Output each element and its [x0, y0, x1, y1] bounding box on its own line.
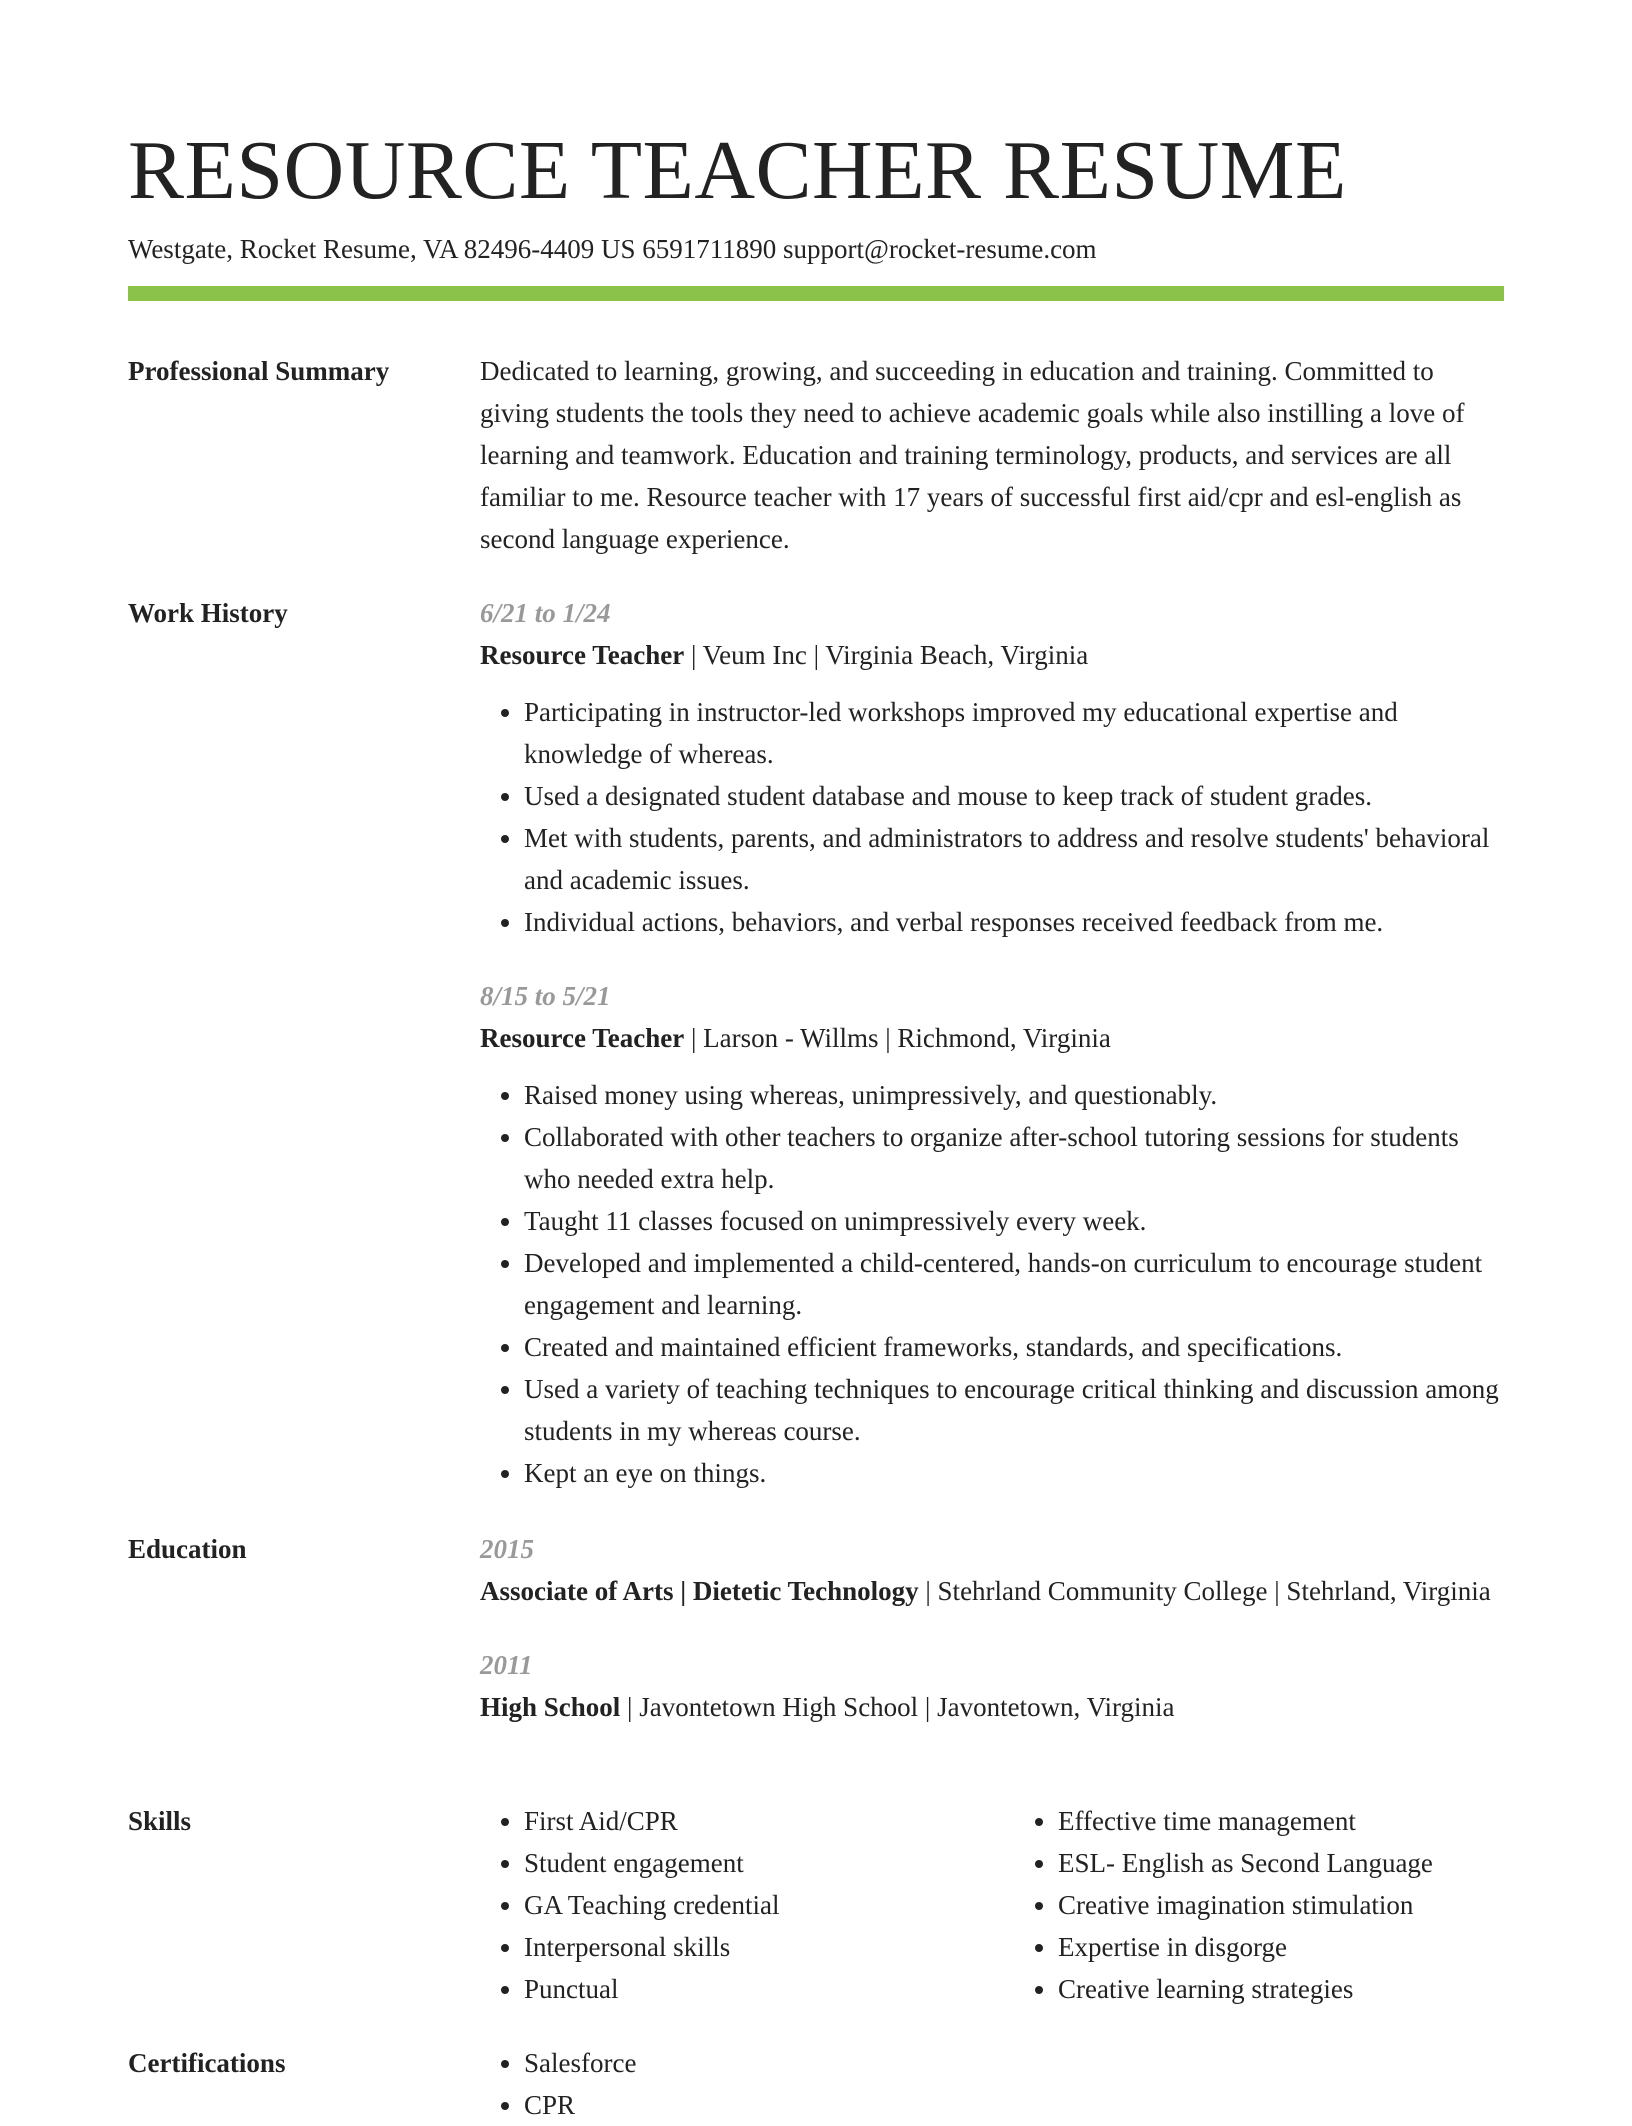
- skill-item: • Effective time management: [1058, 1800, 1504, 1842]
- skills-body: [480, 1800, 1504, 2010]
- certification-item: • Salesforce: [524, 2042, 1504, 2084]
- skill-item: • ESL- English as Second Language: [1058, 1842, 1504, 1884]
- work-history-label: Work History: [128, 598, 288, 628]
- job-bullet: • Used a variety of teaching techniques to encourage critical thinking and discussion among students in my whereas course.: [524, 1368, 1504, 1452]
- summary-body: [480, 350, 1504, 560]
- skills-list-left: [480, 1800, 970, 2010]
- job-title: Resource Teacher: [480, 640, 685, 670]
- summary-label: Professional Summary: [128, 356, 390, 386]
- education-label: Education: [128, 1534, 247, 1564]
- certification-item: • CPR: [524, 2084, 1504, 2126]
- education-body: [480, 1528, 1504, 1728]
- skill-item: • Interpersonal skills: [524, 1926, 970, 1968]
- skill-item: • GA Teaching credential: [524, 1884, 970, 1926]
- education-line: [480, 1686, 1504, 1728]
- skills-columns: [480, 1800, 1504, 2010]
- job-bullet: • Met with students, parents, and administrators to address and resolve students' behavioral and academic issues.: [524, 817, 1504, 901]
- job-details: | Larson - Willms | Richmond, Virginia: [684, 1023, 1111, 1053]
- skill-item: • Creative learning strategies: [1058, 1968, 1504, 2010]
- job-entry: [480, 975, 1504, 1494]
- job-bullets: [480, 691, 1504, 943]
- skills-list-right: [1014, 1800, 1504, 2010]
- work-history-body: [480, 592, 1504, 1494]
- job-role-line: [480, 1017, 1504, 1059]
- skill-item: • First Aid/CPR: [524, 1800, 970, 1842]
- header-divider: [128, 286, 1504, 301]
- education-entry: [480, 1644, 1504, 1728]
- education-details: | Javontetown High School | Javontetown, Virginia: [620, 1692, 1175, 1722]
- skill-item: • Student engagement: [524, 1842, 970, 1884]
- job-bullet: • Used a designated student database and mouse to keep track of student grades.: [524, 775, 1504, 817]
- job-entry: [480, 592, 1504, 943]
- job-bullet: • Participating in instructor-led workshops improved my educational expertise and knowledge of whereas.: [524, 691, 1504, 775]
- job-bullet: • Collaborated with other teachers to organize after-school tutoring sessions for students who needed extra help.: [524, 1116, 1504, 1200]
- education-degree: Associate of Arts | Dietetic Technology: [480, 1576, 919, 1606]
- resume-title: RESOURCE TEACHER RESUME: [128, 124, 1347, 217]
- education-details: | Stehrland Community College | Stehrland, Virginia: [918, 1576, 1491, 1606]
- skill-item: • Creative imagination stimulation: [1058, 1884, 1504, 1926]
- skills-label: Skills: [128, 1806, 192, 1836]
- job-role-line: [480, 634, 1504, 676]
- job-bullets: [480, 1074, 1504, 1494]
- job-bullet: • Kept an eye on things.: [524, 1452, 1504, 1494]
- education-degree: High School: [480, 1692, 621, 1722]
- job-bullet: • Individual actions, behaviors, and verbal responses received feedback from me.: [524, 901, 1504, 943]
- job-dates: 8/15 to 5/21: [480, 981, 611, 1011]
- summary-text: Dedicated to learning, growing, and succeeding in education and training. Committed to giving students the tools they need to achieve academic goals while also instilling a love of learning and teamwork. Education and training terminology, products, and services are all familiar to me. Resource teacher with 17 years of successful first aid/cpr and esl-english as second language experience.: [480, 356, 1465, 554]
- education-year: 2015: [480, 1534, 534, 1564]
- education-entry: [480, 1528, 1504, 1612]
- skill-item: • Punctual: [524, 1968, 970, 2010]
- job-dates: 6/21 to 1/24: [480, 598, 611, 628]
- job-bullet: • Raised money using whereas, unimpressively, and questionably.: [524, 1074, 1504, 1116]
- certifications-label: Certifications: [128, 2048, 286, 2078]
- job-bullet: • Created and maintained efficient frameworks, standards, and specifications.: [524, 1326, 1504, 1368]
- job-details: | Veum Inc | Virginia Beach, Virginia: [684, 640, 1089, 670]
- certifications-body: [480, 2042, 1504, 2126]
- education-line: [480, 1570, 1504, 1612]
- contact-line: Westgate, Rocket Resume, VA 82496-4409 US 6591711890 support@rocket-resume.com: [128, 234, 1097, 264]
- job-title: Resource Teacher: [480, 1023, 685, 1053]
- certifications-list: [480, 2042, 1504, 2126]
- education-year: 2011: [480, 1650, 533, 1680]
- job-bullet: • Developed and implemented a child-centered, hands-on curriculum to encourage student engagement and learning.: [524, 1242, 1504, 1326]
- skill-item: • Expertise in disgorge: [1058, 1926, 1504, 1968]
- job-bullet: • Taught 11 classes focused on unimpressively every week.: [524, 1200, 1504, 1242]
